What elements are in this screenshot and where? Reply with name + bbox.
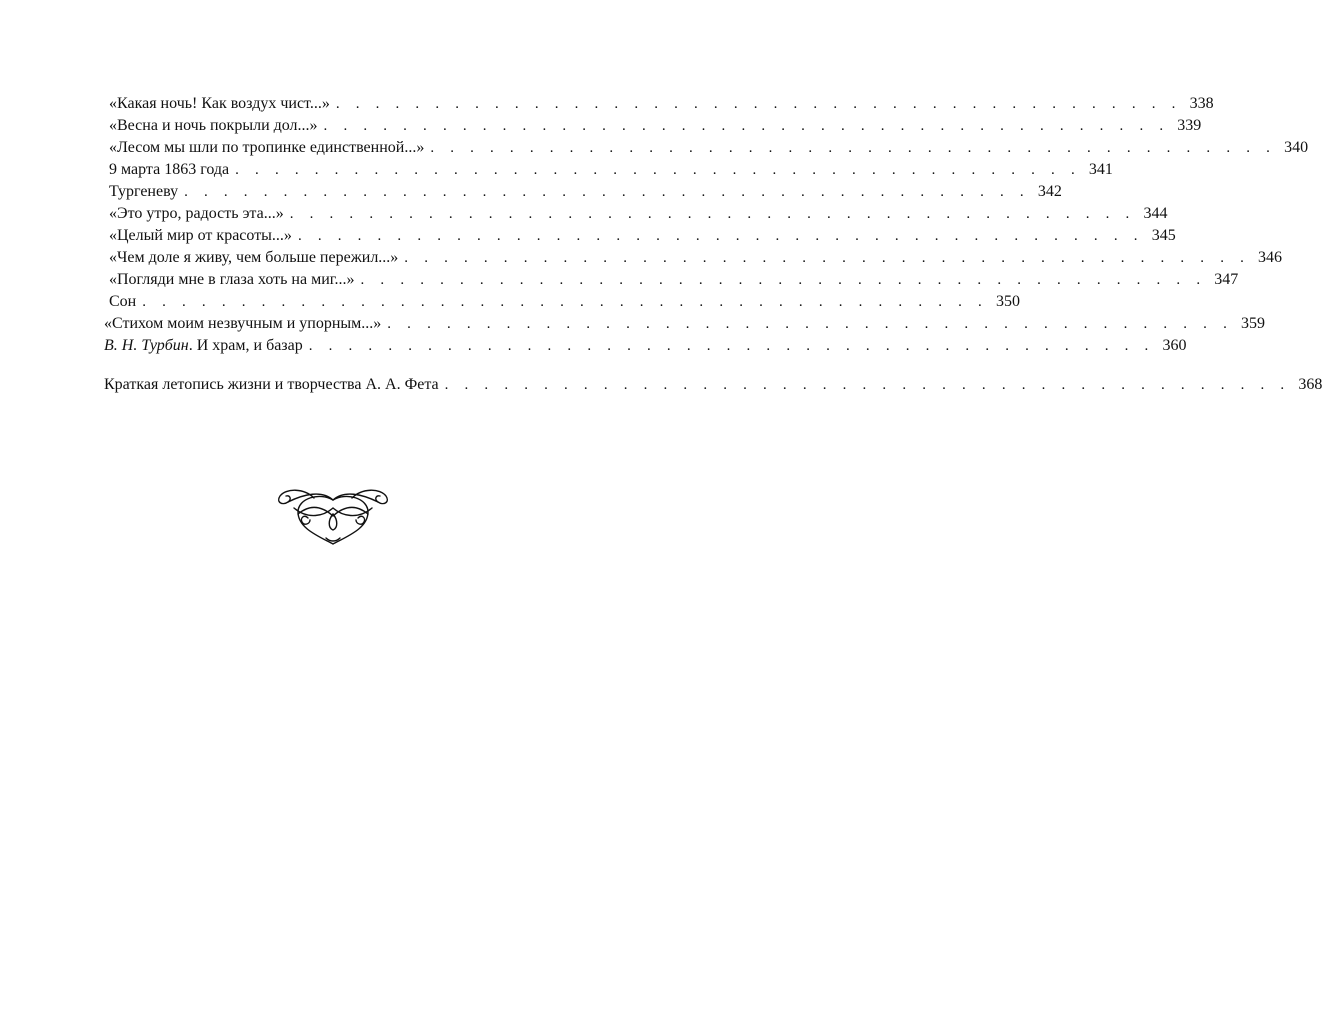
toc-entry-title: «Весна и ночь покрыли дол...» — [109, 117, 318, 134]
toc-entry-title: Сон — [109, 293, 137, 310]
toc-entry-title: 9 марта 1863 года — [109, 161, 230, 178]
toc-entry[interactable] — [104, 291, 1020, 313]
dot-leader: . . . . . . . . . . . . . . . . . . . . . . . . . . . . . . . . . . . . . . . . . . . — [387, 316, 1234, 332]
toc-entry[interactable] — [104, 159, 1113, 181]
dot-leader: . . . . . . . . . . . . . . . . . . . . . . . . . . . . . . . . . . . . . . . . . . . — [444, 377, 1291, 393]
toc-entry-title: Краткая летопись жизни и творчества А. А. Фета — [104, 376, 439, 393]
dot-leader: . . . . . . . . . . . . . . . . . . . . . . . . . . . . . . . . . . . . . . . . . . . — [297, 228, 1144, 244]
toc-entry-title: Тургеневу — [109, 183, 179, 200]
toc-entry[interactable] — [104, 93, 1214, 115]
toc-entry-page: 338 — [1189, 95, 1214, 112]
toc-entry-page: 347 — [1214, 271, 1239, 288]
dot-leader: . . . . . . . . . . . . . . . . . . . . . . . . . . . . . . . . . . . . . . . . . . . — [289, 206, 1136, 222]
toc-entry-title — [104, 335, 303, 357]
dot-leader: . . . . . . . . . . . . . . . . . . . . . . . . . . . . . . . . . . . . . . . . . . . — [360, 272, 1207, 288]
toc-entry-page: 360 — [1162, 337, 1187, 354]
toc-entry-author: В. Н. Турбин — [104, 337, 189, 354]
dot-leader: . . . . . . . . . . . . . . . . . . . . . . . . . . . . . . . . . . . . . . . . . . . — [430, 140, 1277, 156]
toc-entry-title: «Погляди мне в глаза хоть на миг...» — [109, 271, 355, 288]
toc-entry-title: «Чем доле я живу, чем больше пережил...» — [109, 249, 399, 266]
toc-entry-title: «Целый мир от красоты...» — [109, 227, 292, 244]
toc-entry-page: 341 — [1088, 161, 1113, 178]
toc-entry-title: «Лесом мы шли по тропинке единственной...» — [109, 139, 425, 156]
toc-entry[interactable] — [104, 374, 1322, 396]
toc-entry-page: 368 — [1298, 376, 1322, 393]
dot-leader: . . . . . . . . . . . . . . . . . . . . . . . . . . . . . . . . . . . . . . . . . . . — [323, 118, 1170, 134]
toc-entry-title: «Это утро, радость эта...» — [109, 205, 284, 222]
toc-entry-page: 339 — [1177, 117, 1202, 134]
toc-entry-page: 350 — [995, 293, 1020, 310]
toc-entry-page: 344 — [1143, 205, 1168, 222]
toc-entry-subtitle: . И храм, и базар — [188, 337, 303, 354]
dot-leader: . . . . . . . . . . . . . . . . . . . . . . . . . . . . . . . . . . . . . . . . . . . — [404, 250, 1251, 266]
toc-entry[interactable] — [104, 247, 1283, 269]
toc-entry[interactable] — [104, 269, 1239, 291]
toc-entry[interactable] — [104, 313, 1266, 335]
toc-entry[interactable] — [104, 137, 1309, 159]
toc-entry-page: 342 — [1037, 183, 1062, 200]
toc-entry[interactable] — [104, 335, 1187, 357]
toc-entry-page: 340 — [1284, 139, 1309, 156]
toc-entry[interactable] — [104, 203, 1168, 225]
table-of-contents — [104, 93, 1322, 396]
toc-entry[interactable] — [104, 115, 1202, 137]
toc-entry-page: 346 — [1258, 249, 1283, 266]
dot-leader: . . . . . . . . . . . . . . . . . . . . . . . . . . . . . . . . . . . . . . . . . . . — [184, 184, 1030, 200]
toc-entry-title: «Какая ночь! Как воздух чист...» — [109, 95, 330, 112]
dot-leader: . . . . . . . . . . . . . . . . . . . . . . . . . . . . . . . . . . . . . . . . . . . — [235, 162, 1081, 178]
dot-leader: . . . . . . . . . . . . . . . . . . . . . . . . . . . . . . . . . . . . . . . . . . . — [335, 96, 1182, 112]
dot-leader: . . . . . . . . . . . . . . . . . . . . . . . . . . . . . . . . . . . . . . . . . . . — [308, 338, 1155, 354]
toc-entry-page: 359 — [1241, 315, 1266, 332]
decorative-flourish-icon — [274, 484, 392, 546]
toc-entry-page: 345 — [1151, 227, 1176, 244]
toc-entry-title: «Стихом моим незвучным и упорным...» — [104, 315, 382, 332]
toc-entry[interactable] — [104, 225, 1176, 247]
toc-entry[interactable] — [104, 181, 1062, 203]
dot-leader: . . . . . . . . . . . . . . . . . . . . . . . . . . . . . . . . . . . . . . . . . . . — [142, 294, 988, 310]
